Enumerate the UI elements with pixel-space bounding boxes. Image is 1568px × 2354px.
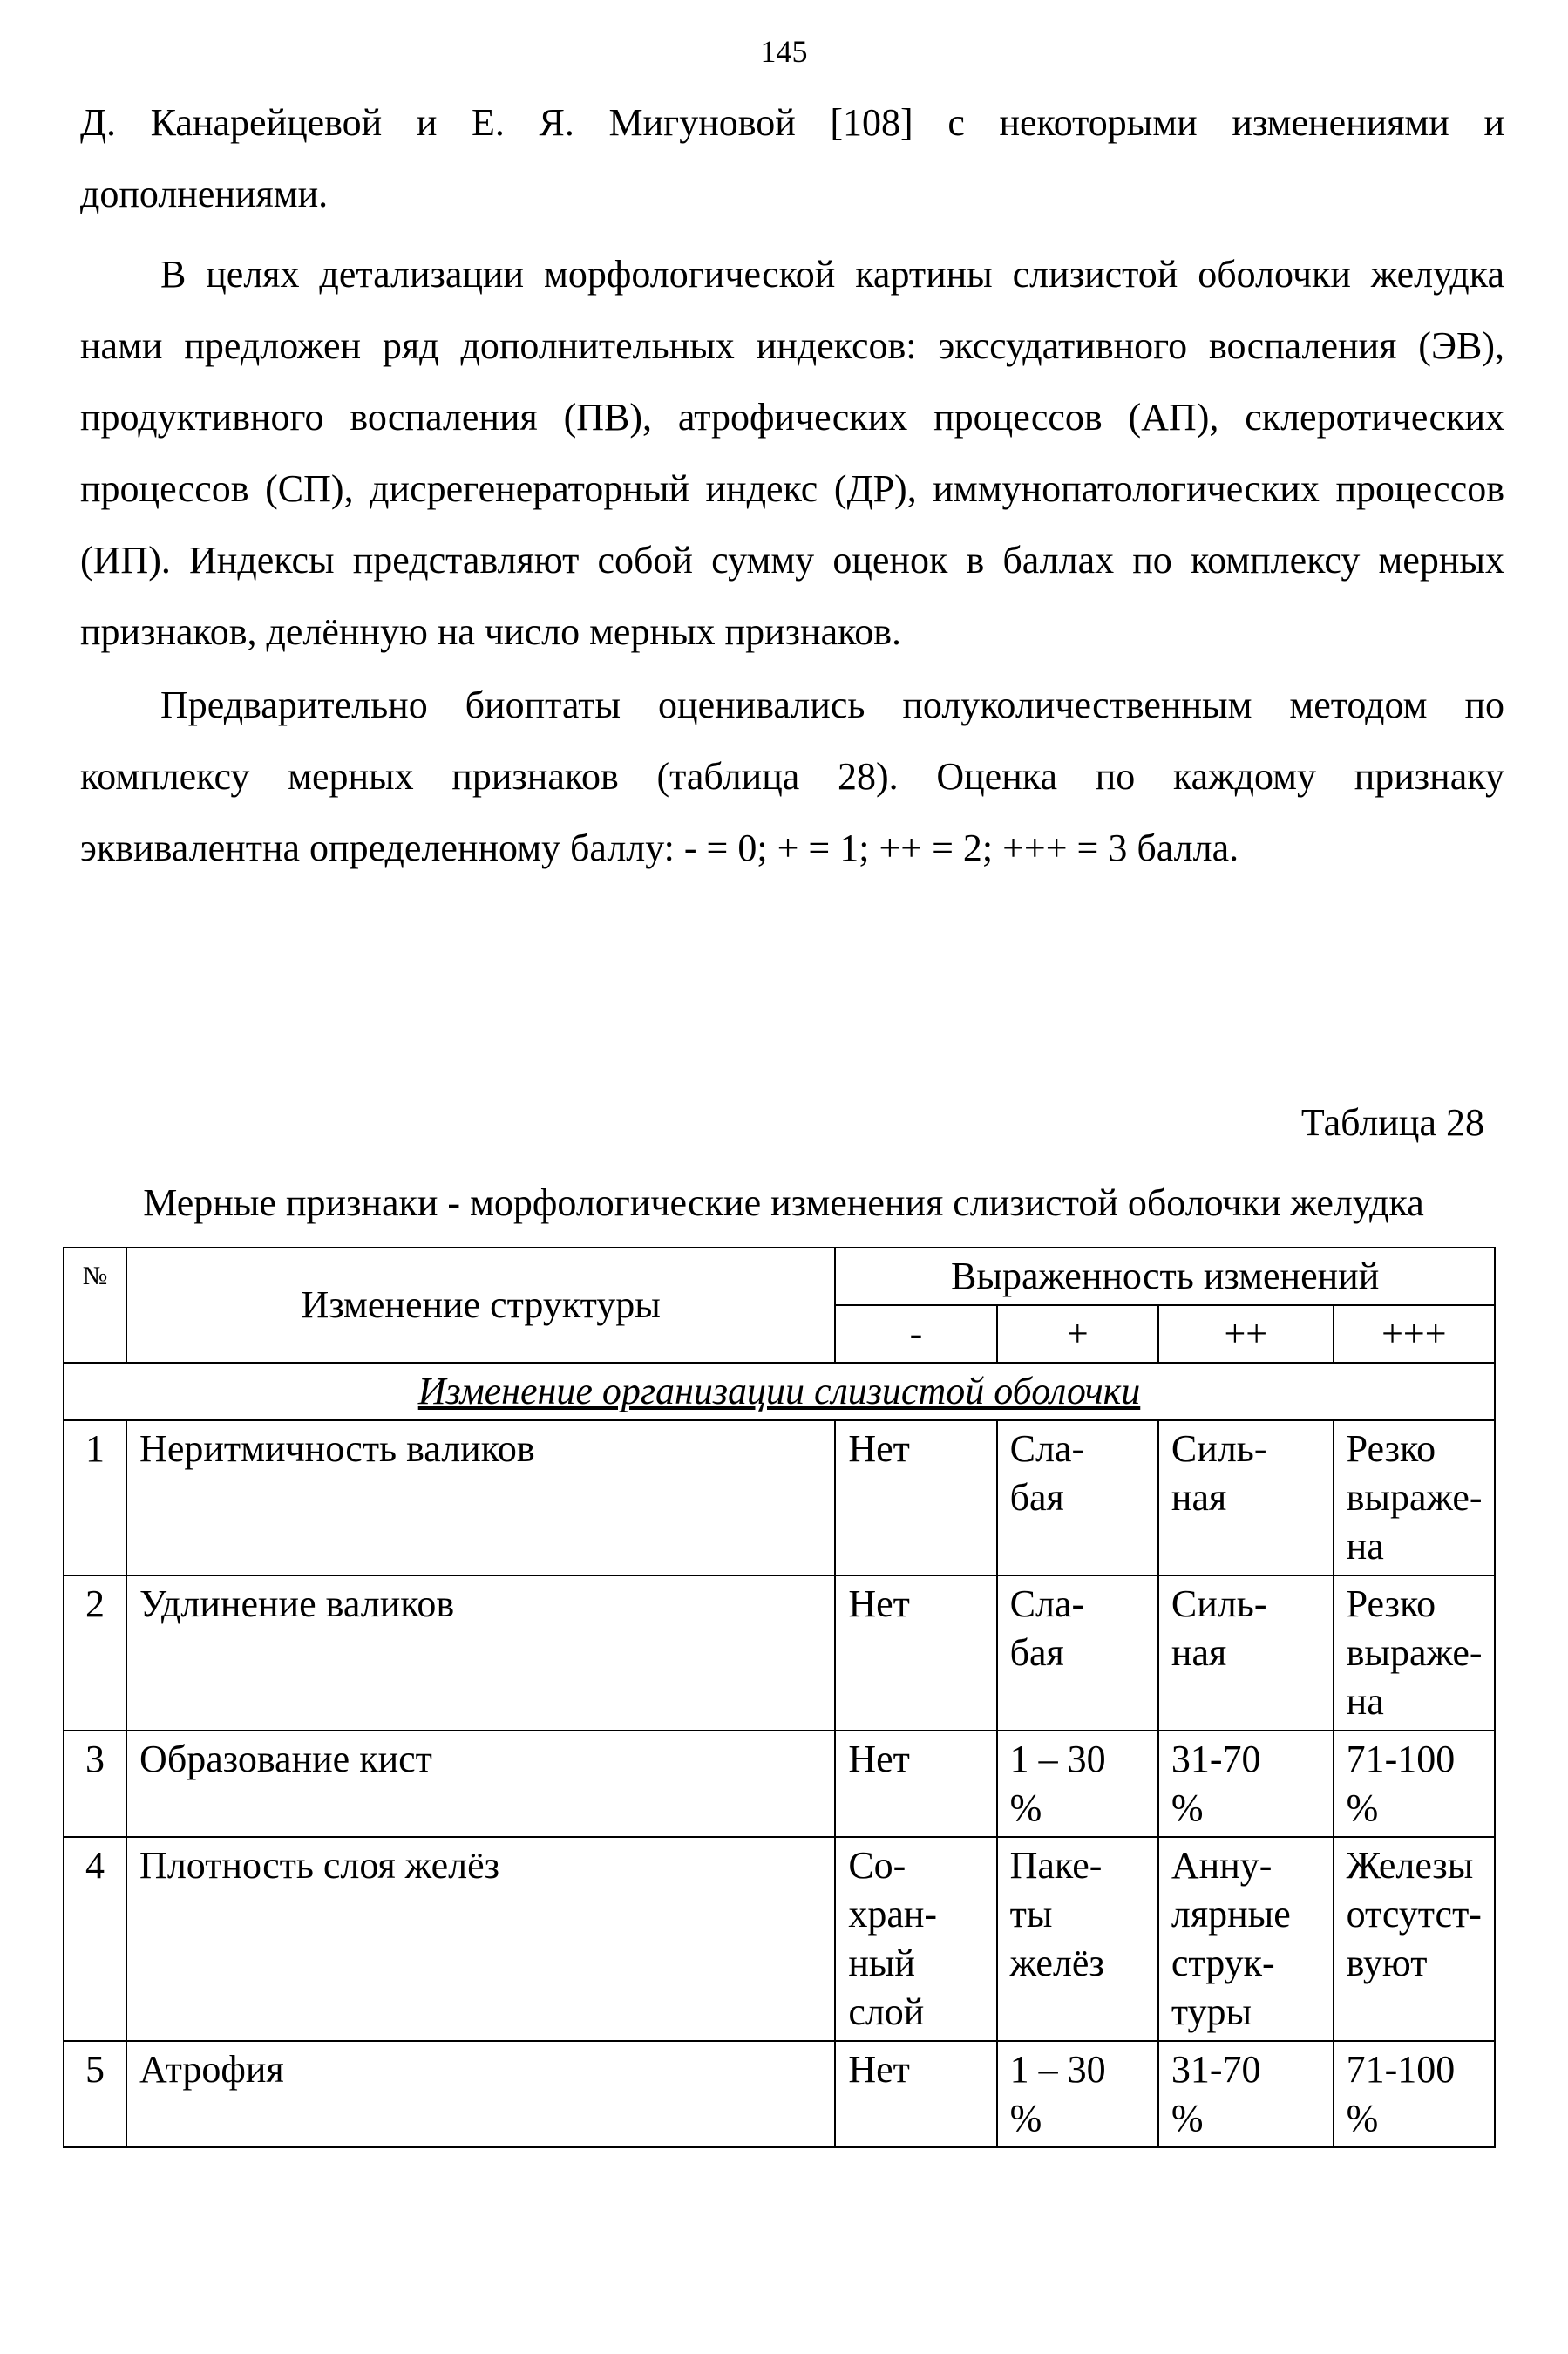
- cell-level-moderate: Анну- лярные струк- туры: [1158, 1837, 1334, 2041]
- cell-level-moderate: Силь- ная: [1158, 1420, 1334, 1575]
- cell-structure: Удлинение валиков: [126, 1575, 835, 1731]
- header-level-weak: +: [997, 1305, 1158, 1363]
- cell-level-weak: Сла- бая: [997, 1420, 1158, 1575]
- cell-structure: Атрофия: [126, 2041, 835, 2147]
- cell-level-weak: 1 – 30 %: [997, 1731, 1158, 1837]
- header-level-moderate: ++: [1158, 1305, 1334, 1363]
- page-number: 145: [760, 34, 808, 69]
- cell-structure: Неритмичность валиков: [126, 1420, 835, 1575]
- table-row: [64, 1837, 1495, 2041]
- cell-number: 3: [64, 1731, 126, 1837]
- cell-level-none: Со- хран- ный слой: [835, 1837, 996, 2041]
- cell-level-strong: Резко выраже- на: [1334, 1420, 1495, 1575]
- cell-level-weak: Сла- бая: [997, 1575, 1158, 1731]
- paragraph-2: В целях детализации морфологической картины слизистой оболочки желудка нами предложен ряд дополнительных индексов: экссудативного воспаления (ЭВ), продуктивного воспаления (ПВ), атрофических процессов (АП), склеротических процессов (СП), дисрегенераторный индекс (ДР), иммунопатологических процессов (ИП). Индексы представляют собой сумму оценок в баллах по комплексу мерных признаков, делённую на число мерных признаков.: [80, 253, 1504, 653]
- morphology-table: [63, 1247, 1496, 2148]
- cell-level-strong: Резко выраже- на: [1334, 1575, 1495, 1731]
- paragraph-1: Д. Канарейцевой и Е. Я. Мигуновой [108] с некоторыми изменениями и дополнениями.: [80, 101, 1504, 215]
- table-row: [64, 2041, 1495, 2147]
- cell-number: 4: [64, 1837, 126, 2041]
- section-title: Изменение организации слизистой оболочки: [64, 1363, 1495, 1420]
- cell-number: 2: [64, 1575, 126, 1731]
- table-label: Таблица 28: [1300, 1101, 1484, 1144]
- cell-number: 5: [64, 2041, 126, 2147]
- header-level-none: -: [835, 1305, 996, 1363]
- cell-level-moderate: 31-70 %: [1158, 2041, 1334, 2147]
- cell-level-none: Нет: [835, 1420, 996, 1575]
- header-structure: Изменение структуры: [126, 1248, 835, 1363]
- cell-structure: Плотность слоя желёз: [126, 1837, 835, 2041]
- table-row: [64, 1420, 1495, 1575]
- header-number: №: [64, 1248, 126, 1363]
- cell-level-weak: Паке- ты желёз: [997, 1837, 1158, 2041]
- cell-level-strong: 71-100 %: [1334, 1731, 1495, 1837]
- table-row: [64, 1575, 1495, 1731]
- cell-level-none: Нет: [835, 1731, 996, 1837]
- cell-structure: Образование кист: [126, 1731, 835, 1837]
- cell-level-none: Нет: [835, 2041, 996, 2147]
- header-level-strong: +++: [1334, 1305, 1495, 1363]
- table-header-row: [64, 1248, 1495, 1305]
- cell-level-none: Нет: [835, 1575, 996, 1731]
- cell-level-moderate: Силь- ная: [1158, 1575, 1334, 1731]
- cell-level-moderate: 31-70 %: [1158, 1731, 1334, 1837]
- section-row: [64, 1363, 1495, 1420]
- cell-level-strong: 71-100 %: [1334, 2041, 1495, 2147]
- cell-level-weak: 1 – 30 %: [997, 2041, 1158, 2147]
- table-caption: Мерные признаки - морфологические изменения слизистой оболочки желудка: [143, 1181, 1424, 1224]
- header-expression: Выраженность изменений: [835, 1248, 1495, 1305]
- cell-level-strong: Железы отсутст- вуют: [1334, 1837, 1495, 2041]
- table-body: [64, 1420, 1495, 2147]
- cell-number: 1: [64, 1420, 126, 1575]
- paragraph-3: Предварительно биоптаты оценивались полуколичественным методом по комплексу мерных признаков (таблица 28). Оценка по каждому признаку эквивалентна определенному баллу: - = 0; + = 1; ++ = 2; +++ = 3 балла.: [80, 684, 1504, 869]
- table-row: [64, 1731, 1495, 1837]
